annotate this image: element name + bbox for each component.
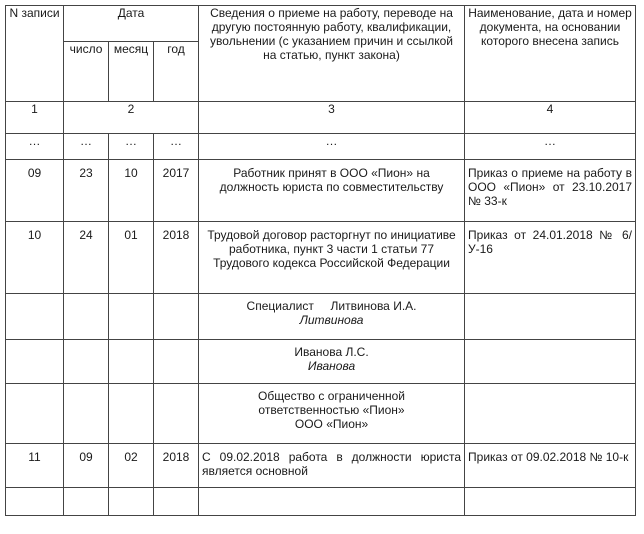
table-row [6, 444, 636, 488]
specialist-name: Специалист Литвинова И.А. [246, 299, 417, 313]
worker-sign: Иванова [307, 359, 356, 373]
record-number: 09 [6, 160, 64, 222]
header-document: Наименование, дата и номер документа, на основании которого внесена запись [465, 6, 636, 102]
record-number: 10 [6, 222, 64, 294]
ellipsis-cell: … [154, 134, 199, 160]
ellipsis-cell: … [6, 134, 64, 160]
org-line-2: ответственностью «Пион» [258, 403, 405, 417]
colnum-3: 3 [199, 102, 465, 134]
specialist-sign: Литвинова [299, 313, 364, 327]
record-month: 02 [109, 444, 154, 488]
record-document: Приказ о приеме на работу в ООО «Пион» от 23.10.2017 № 33-к [465, 160, 636, 222]
table-row [6, 488, 636, 516]
header-date: Дата [64, 6, 199, 42]
table-row [6, 222, 636, 294]
organization-stamp [199, 384, 465, 444]
record-number: 11 [6, 444, 64, 488]
table-row [6, 340, 636, 384]
header-record-number: N записи [6, 6, 64, 102]
colnum-1: 1 [6, 102, 64, 134]
table-row [6, 160, 636, 222]
record-day: 23 [64, 160, 109, 222]
ellipsis-cell: … [64, 134, 109, 160]
record-document: Приказ от 24.01.2018 № 6/У-16 [465, 222, 636, 294]
record-day: 09 [64, 444, 109, 488]
ellipsis-cell: … [199, 134, 465, 160]
colnum-2: 2 [64, 102, 199, 134]
org-line-1: Общество с ограниченной [258, 389, 405, 403]
record-text: Работник принят в ООО «Пион» на должность юриста по совместительству [199, 160, 465, 222]
worker-name: Иванова Л.С. [294, 345, 369, 359]
record-year: 2017 [154, 160, 199, 222]
header-day: число [64, 42, 109, 102]
org-line-3: ООО «Пион» [294, 417, 369, 431]
header-info: Сведения о приеме на работу, переводе на другую постоянную работу, квалификации, увольнении (с указанием причин и ссылкой на статью, пункт закона) [199, 6, 465, 102]
ellipsis-cell: … [465, 134, 636, 160]
record-day: 24 [64, 222, 109, 294]
header-month: месяц [109, 42, 154, 102]
table-row [6, 294, 636, 340]
colnum-4: 4 [465, 102, 636, 134]
header-year: год [154, 42, 199, 102]
record-text: Трудовой договор расторгнут по инициативе работника, пункт 3 части 1 статьи 77 Трудового кодекса Российской Федерации [199, 222, 465, 294]
record-month: 10 [109, 160, 154, 222]
record-month: 01 [109, 222, 154, 294]
specialist-signature [199, 294, 465, 340]
record-text: С 09.02.2018 работа в должности юриста является основной [199, 444, 465, 488]
worker-signature [199, 340, 465, 384]
record-year: 2018 [154, 222, 199, 294]
table-row [6, 384, 636, 444]
record-year: 2018 [154, 444, 199, 488]
record-document: Приказ от 09.02.2018 № 10-к [465, 444, 636, 488]
ellipsis-cell: … [109, 134, 154, 160]
work-book-table [5, 5, 636, 516]
